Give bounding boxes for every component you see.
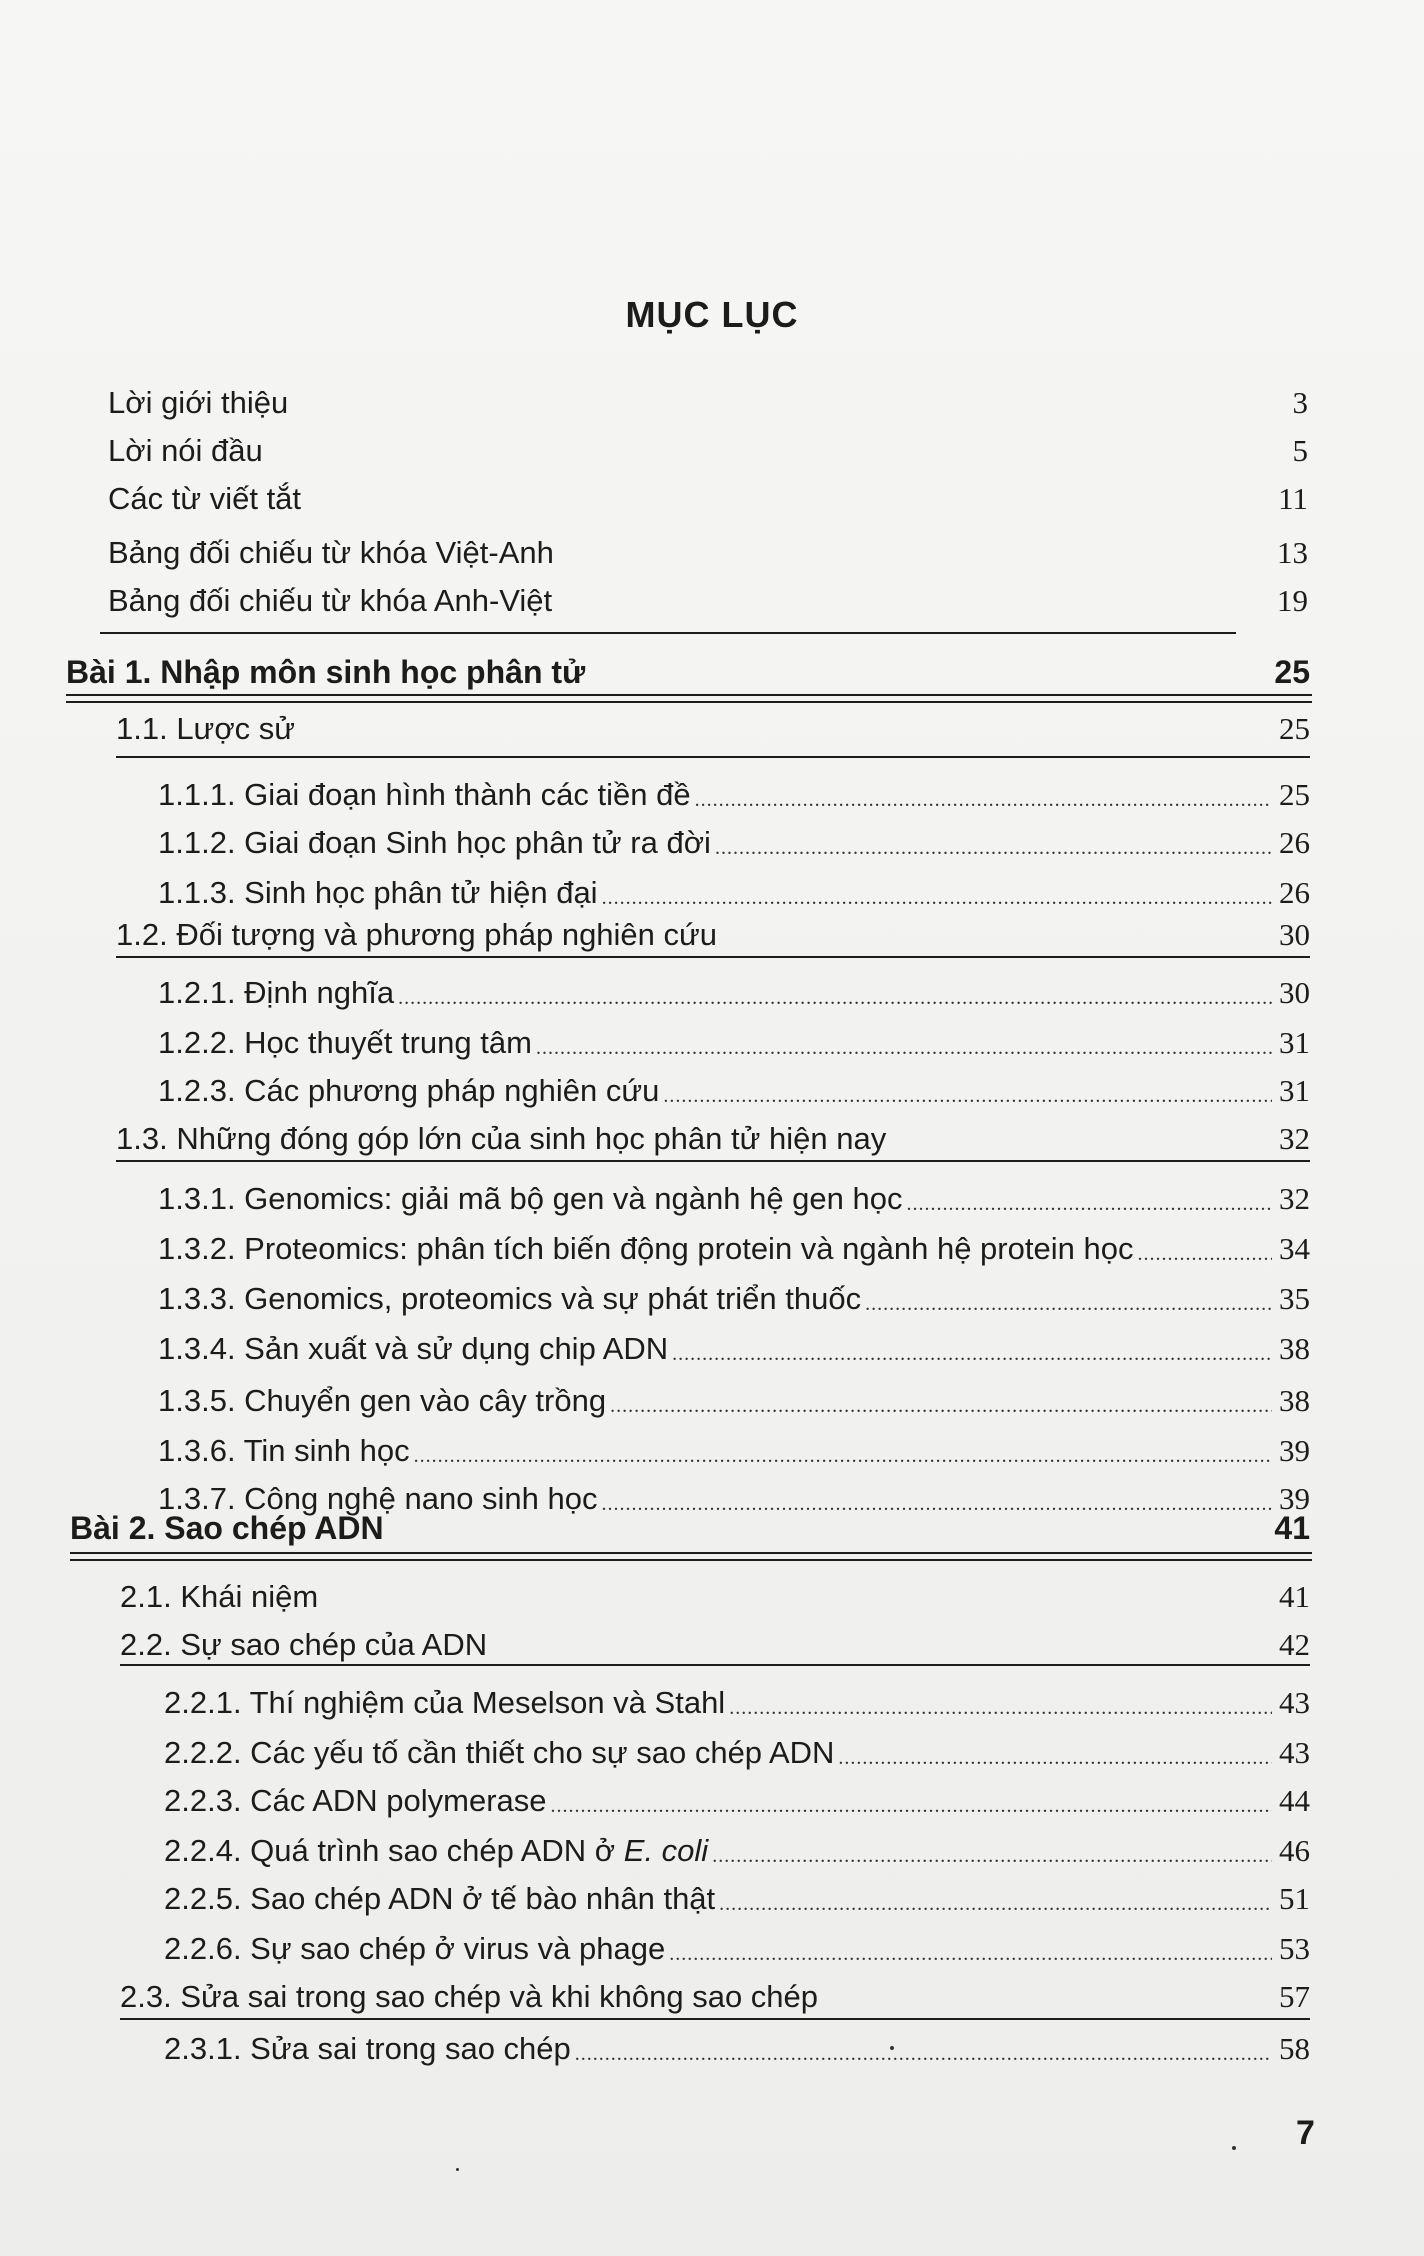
toc-entry-glossary-vi-en[interactable]	[108, 522, 1308, 568]
toc-entry-label: 1.2.3. Các phương pháp nghiên cứu	[158, 1073, 660, 1108]
toc-entry-label: 1.1.3. Sinh học phân tử hiện đại	[158, 875, 598, 910]
organism-name: E. coli	[623, 1833, 709, 1868]
toc-entry-label: 2.3. Sửa sai trong sao chép và khi không sao chép	[120, 1979, 819, 2014]
toc-entry-label: Bảng đối chiếu từ khóa Việt-Anh	[108, 535, 554, 570]
toc-entry-page: 53	[1279, 1931, 1310, 1966]
toc-item-2-2-6[interactable]	[164, 1918, 1310, 1964]
dot-leader	[1137, 1244, 1272, 1264]
toc-entry-page: 41	[1274, 1510, 1310, 1546]
toc-entry-page: 13	[1277, 535, 1308, 570]
toc-entry-page: 44	[1279, 1783, 1310, 1818]
divider-rule	[116, 956, 1310, 958]
toc-section-1-3[interactable]	[116, 1108, 1310, 1154]
toc-item-2-2-5[interactable]	[164, 1868, 1310, 1914]
dot-leader	[695, 790, 1272, 810]
toc-entry-label: Bài 1. Nhập môn sinh học phân tử	[66, 654, 586, 690]
toc-entry-label: 2.2. Sự sao chép của ADN	[120, 1627, 488, 1662]
toc-entry-page: 35	[1279, 1281, 1310, 1316]
toc-entry-page: 38	[1279, 1331, 1310, 1366]
dot-leader	[907, 1194, 1273, 1214]
divider-rule	[120, 1664, 1310, 1666]
toc-item-2-2-1[interactable]	[164, 1672, 1310, 1718]
toc-entry-label: Các từ viết tắt	[108, 481, 302, 516]
toc-item-1-3-3[interactable]	[158, 1268, 1310, 1314]
dot-leader	[719, 1894, 1272, 1914]
dot-leader	[729, 1698, 1272, 1718]
toc-entry-label: Lời nói đầu	[108, 433, 263, 468]
toc-entry-page: 25	[1274, 654, 1310, 690]
toc-entry-label: 2.3.1. Sửa sai trong sao chép	[164, 2031, 571, 2066]
dot-leader	[551, 1796, 1272, 1816]
toc-entry-label: 2.1. Khái niệm	[120, 1579, 319, 1614]
toc-item-1-1-3[interactable]	[158, 862, 1310, 908]
toc-item-1-1-2[interactable]	[158, 812, 1310, 858]
toc-entry-page: 32	[1279, 1181, 1310, 1216]
toc-entry-page: 39	[1279, 1481, 1310, 1516]
toc-entry-page: 25	[1279, 711, 1310, 746]
dot-leader	[414, 1446, 1272, 1466]
toc-entry-label: 1.3.3. Genomics, proteomics và sự phát triển thuốc	[158, 1281, 862, 1316]
toc-entry-page: 11	[1278, 481, 1308, 516]
toc-entry-page: 34	[1279, 1231, 1310, 1266]
toc-entry-label: 2.2.1. Thí nghiệm của Meselson và Stahl	[164, 1685, 726, 1720]
toc-entry-label: Bảng đối chiếu từ khóa Anh-Việt	[108, 583, 553, 618]
toc-item-1-3-5[interactable]	[158, 1370, 1310, 1416]
toc-entry-introduction[interactable]	[108, 372, 1308, 418]
toc-entry-label: 2.2.4. Quá trình sao chép ADN ở E. coli	[164, 1833, 709, 1868]
toc-entry-label: 1.2.2. Học thuyết trung tâm	[158, 1025, 532, 1060]
toc-entry-page: 42	[1279, 1627, 1310, 1662]
toc-section-2-3[interactable]	[120, 1966, 1310, 2012]
toc-entry-page: 57	[1279, 1979, 1310, 2014]
divider-double-rule	[70, 1552, 1312, 1561]
toc-item-2-2-3[interactable]	[164, 1770, 1310, 1816]
toc-entry-label: 1.3.2. Proteomics: phân tích biến động protein và ngành hệ protein học	[158, 1231, 1134, 1266]
dot-leader	[610, 1396, 1272, 1416]
toc-entry-page: 3	[1292, 385, 1308, 420]
toc-entry-preface[interactable]	[108, 420, 1308, 466]
toc-entry-page: 25	[1279, 777, 1310, 812]
toc-entry-page: 58	[1279, 2031, 1310, 2066]
dot-leader	[672, 1344, 1272, 1364]
toc-lesson-1[interactable]	[66, 642, 1310, 688]
toc-entry-page: 19	[1277, 583, 1308, 618]
dot-leader	[536, 1038, 1272, 1058]
toc-entry-page: 39	[1279, 1433, 1310, 1468]
divider-rule	[100, 632, 1236, 634]
dot-leader	[663, 1086, 1272, 1106]
toc-entry-page: 43	[1279, 1685, 1310, 1720]
toc-entry-label: 2.2.5. Sao chép ADN ở tế bào nhân thật	[164, 1881, 716, 1916]
toc-section-2-2[interactable]	[120, 1614, 1310, 1660]
dot-leader	[838, 1748, 1272, 1768]
toc-entry-label: 1.1. Lược sử	[116, 711, 296, 746]
toc-entry-page: 43	[1279, 1735, 1310, 1770]
toc-entry-page: 30	[1279, 975, 1310, 1010]
toc-entry-label: 1.1.2. Giai đoạn Sinh học phân tử ra đời	[158, 825, 711, 860]
toc-entry-page: 51	[1279, 1881, 1310, 1916]
toc-section-1-2[interactable]	[116, 904, 1310, 950]
toc-item-1-2-3[interactable]	[158, 1060, 1310, 1106]
toc-item-1-3-6[interactable]	[158, 1420, 1310, 1466]
toc-item-1-2-1[interactable]	[158, 962, 1310, 1008]
page-number: 7	[1296, 2114, 1315, 2152]
toc-lesson-2[interactable]	[70, 1498, 1310, 1544]
toc-item-1-3-4[interactable]	[158, 1318, 1310, 1364]
toc-entry-abbreviations[interactable]	[108, 468, 1308, 514]
toc-entry-page: 41	[1279, 1579, 1310, 1614]
toc-entry-label: 2.2.3. Các ADN polymerase	[164, 1783, 547, 1818]
dot-leader	[865, 1294, 1272, 1314]
toc-item-2-2-2[interactable]	[164, 1722, 1310, 1768]
toc-section-2-1[interactable]	[120, 1566, 1310, 1612]
toc-item-2-2-4[interactable]	[164, 1820, 1310, 1866]
toc-entry-label: 1.2. Đối tượng và phương pháp nghiên cứu	[116, 917, 718, 952]
divider-rule	[116, 756, 1310, 758]
divider-rule	[116, 1160, 1310, 1162]
toc-item-1-3-2[interactable]	[158, 1218, 1310, 1264]
dot-leader	[669, 1944, 1272, 1964]
toc-entry-page: 38	[1279, 1383, 1310, 1418]
toc-entry-page: 5	[1292, 433, 1308, 468]
toc-entry-label: 1.3.1. Genomics: giải mã bộ gen và ngành hệ gen học	[158, 1181, 903, 1216]
toc-entry-page: 31	[1279, 1073, 1310, 1108]
toc-entry-label: Bài 2. Sao chép ADN	[70, 1510, 384, 1546]
print-speck	[456, 2168, 459, 2171]
toc-item-1-1-1[interactable]	[158, 764, 1310, 810]
toc-entry-label: 1.3. Những đóng góp lớn của sinh học phân tử hiện nay	[116, 1121, 887, 1156]
toc-item-2-3-1[interactable]	[164, 2018, 1310, 2064]
toc-entry-page: 32	[1279, 1121, 1310, 1156]
toc-entry-page: 26	[1279, 875, 1310, 910]
dot-leader	[398, 988, 1272, 1008]
dot-leader	[575, 2044, 1272, 2064]
toc-entry-page: 30	[1279, 917, 1310, 952]
toc-entry-label: 1.1.1. Giai đoạn hình thành các tiền đề	[158, 777, 691, 812]
toc-entry-label: 1.3.5. Chuyển gen vào cây trồng	[158, 1383, 607, 1418]
toc-item-1-3-1[interactable]	[158, 1168, 1310, 1214]
print-speck	[1232, 2146, 1236, 2150]
toc-entry-label: 1.3.7. Công nghệ nano sinh học	[158, 1481, 598, 1516]
toc-entry-label: 1.2.1. Định nghĩa	[158, 975, 395, 1010]
toc-item-1-2-2[interactable]	[158, 1012, 1310, 1058]
toc-entry-label: 2.2.2. Các yếu tố cần thiết cho sự sao chép ADN	[164, 1735, 835, 1770]
toc-entry-glossary-en-vi[interactable]	[108, 570, 1308, 616]
toc-entry-page: 46	[1279, 1833, 1310, 1868]
page-title: MỤC LỤC	[625, 294, 799, 336]
toc-entry-label: 2.2.6. Sự sao chép ở virus và phage	[164, 1931, 666, 1966]
toc-section-1-1[interactable]	[116, 698, 1310, 744]
print-speck	[890, 2046, 894, 2050]
toc-entry-label: 1.3.4. Sản xuất và sử dụng chip ADN	[158, 1331, 669, 1366]
dot-leader	[715, 838, 1272, 858]
dot-leader	[712, 1846, 1272, 1866]
toc-entry-page: 31	[1279, 1025, 1310, 1060]
toc-entry-label: Lời giới thiệu	[108, 385, 289, 420]
toc-entry-page: 26	[1279, 825, 1310, 860]
toc-entry-label: 1.3.6. Tin sinh học	[158, 1433, 410, 1468]
